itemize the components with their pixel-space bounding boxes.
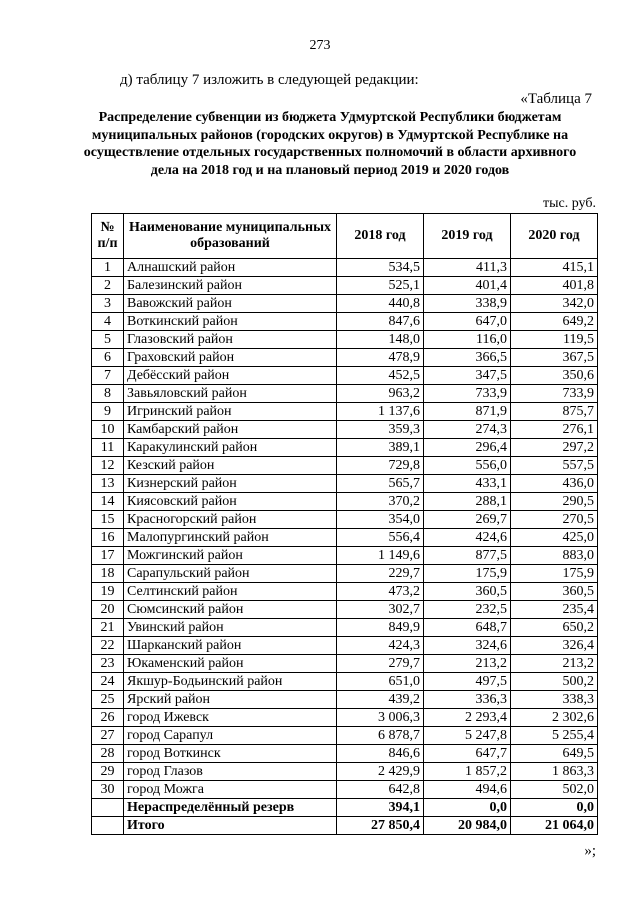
row-2018: 1 137,6 bbox=[337, 403, 424, 421]
header-num: № п/п bbox=[92, 214, 124, 259]
row-name: Глазовский район bbox=[124, 331, 337, 349]
header-name: Наименование муниципальных образований bbox=[124, 214, 337, 259]
row-2020: 502,0 bbox=[511, 781, 598, 799]
row-2018: 354,0 bbox=[337, 511, 424, 529]
row-2018: 439,2 bbox=[337, 691, 424, 709]
row-2018: 148,0 bbox=[337, 331, 424, 349]
row-2018: 424,3 bbox=[337, 637, 424, 655]
row-num: 27 bbox=[92, 727, 124, 745]
row-2018: 452,5 bbox=[337, 367, 424, 385]
table-row bbox=[92, 511, 598, 529]
row-2019: 733,9 bbox=[424, 385, 511, 403]
subvention-table bbox=[91, 213, 598, 835]
table-row bbox=[92, 439, 598, 457]
row-num: 1 bbox=[92, 259, 124, 277]
row-num: 17 bbox=[92, 547, 124, 565]
row-2020: 557,5 bbox=[511, 457, 598, 475]
row-2019: 494,6 bbox=[424, 781, 511, 799]
row-num: 29 bbox=[92, 763, 124, 781]
total-name: Итого bbox=[124, 817, 337, 835]
row-name: город Сарапул bbox=[124, 727, 337, 745]
row-num: 7 bbox=[92, 367, 124, 385]
row-2019: 274,3 bbox=[424, 421, 511, 439]
row-2020: 5 255,4 bbox=[511, 727, 598, 745]
row-2018: 3 006,3 bbox=[337, 709, 424, 727]
row-2020: 2 302,6 bbox=[511, 709, 598, 727]
row-2020: 649,5 bbox=[511, 745, 598, 763]
row-name: Игринский район bbox=[124, 403, 337, 421]
row-2020: 326,4 bbox=[511, 637, 598, 655]
row-2020: 425,0 bbox=[511, 529, 598, 547]
row-2020: 175,9 bbox=[511, 565, 598, 583]
row-2019: 871,9 bbox=[424, 403, 511, 421]
total-row bbox=[92, 817, 598, 835]
row-num: 26 bbox=[92, 709, 124, 727]
row-2020: 650,2 bbox=[511, 619, 598, 637]
table-row bbox=[92, 457, 598, 475]
table-row bbox=[92, 493, 598, 511]
row-2019: 338,9 bbox=[424, 295, 511, 313]
row-2018: 729,8 bbox=[337, 457, 424, 475]
row-2018: 229,7 bbox=[337, 565, 424, 583]
row-name: Увинский район bbox=[124, 619, 337, 637]
units-label: тыс. руб. bbox=[543, 196, 596, 211]
row-2020: 290,5 bbox=[511, 493, 598, 511]
table-reference: «Таблица 7 bbox=[520, 91, 592, 107]
row-2019: 401,4 bbox=[424, 277, 511, 295]
row-num: 12 bbox=[92, 457, 124, 475]
total-2018: 27 850,4 bbox=[337, 817, 424, 835]
row-num: 14 bbox=[92, 493, 124, 511]
row-2020: 1 863,3 bbox=[511, 763, 598, 781]
reserve-2018: 394,1 bbox=[337, 799, 424, 817]
row-num: 28 bbox=[92, 745, 124, 763]
table-row bbox=[92, 673, 598, 691]
row-2018: 440,8 bbox=[337, 295, 424, 313]
row-num: 3 bbox=[92, 295, 124, 313]
table-row bbox=[92, 637, 598, 655]
row-name: Балезинский район bbox=[124, 277, 337, 295]
row-2018: 525,1 bbox=[337, 277, 424, 295]
row-num: 23 bbox=[92, 655, 124, 673]
total-2020: 21 064,0 bbox=[511, 817, 598, 835]
row-name: Кизнерский район bbox=[124, 475, 337, 493]
row-2018: 279,7 bbox=[337, 655, 424, 673]
table-row bbox=[92, 601, 598, 619]
row-2020: 270,5 bbox=[511, 511, 598, 529]
table-row bbox=[92, 763, 598, 781]
table-row bbox=[92, 691, 598, 709]
row-2019: 433,1 bbox=[424, 475, 511, 493]
row-num: 8 bbox=[92, 385, 124, 403]
row-2019: 360,5 bbox=[424, 583, 511, 601]
table-row bbox=[92, 331, 598, 349]
row-name: Сарапульский район bbox=[124, 565, 337, 583]
row-num: 25 bbox=[92, 691, 124, 709]
row-2019: 2 293,4 bbox=[424, 709, 511, 727]
row-name: Селтинский район bbox=[124, 583, 337, 601]
intro-text: д) таблицу 7 изложить в следующей редакции: bbox=[120, 72, 419, 88]
row-name: Ярский район bbox=[124, 691, 337, 709]
table-row bbox=[92, 403, 598, 421]
row-2020: 733,9 bbox=[511, 385, 598, 403]
row-2020: 875,7 bbox=[511, 403, 598, 421]
row-2018: 6 878,7 bbox=[337, 727, 424, 745]
table-row bbox=[92, 745, 598, 763]
row-2020: 649,2 bbox=[511, 313, 598, 331]
table-row bbox=[92, 529, 598, 547]
row-2018: 534,5 bbox=[337, 259, 424, 277]
row-name: Малопургинский район bbox=[124, 529, 337, 547]
header-2018: 2018 год bbox=[337, 214, 424, 259]
row-num: 10 bbox=[92, 421, 124, 439]
row-2019: 5 247,8 bbox=[424, 727, 511, 745]
row-2019: 366,5 bbox=[424, 349, 511, 367]
row-2020: 338,3 bbox=[511, 691, 598, 709]
row-2019: 647,7 bbox=[424, 745, 511, 763]
row-num: 30 bbox=[92, 781, 124, 799]
row-2019: 175,9 bbox=[424, 565, 511, 583]
row-2019: 213,2 bbox=[424, 655, 511, 673]
row-num: 16 bbox=[92, 529, 124, 547]
row-2018: 302,7 bbox=[337, 601, 424, 619]
table-header-row bbox=[92, 214, 598, 259]
document-title: Распределение субвенции из бюджета Удмуртской Республики бюджетам муниципальных районов (городских округов) в Удмуртской Республике на осуществление отдельных государственных полномочий в области архивного дела на 2018 год и на плановый период 2019 и 2020 годов bbox=[83, 110, 577, 178]
reserve-row bbox=[92, 799, 598, 817]
row-name: Камбарский район bbox=[124, 421, 337, 439]
reserve-2019: 0,0 bbox=[424, 799, 511, 817]
row-2020: 401,8 bbox=[511, 277, 598, 295]
row-2020: 415,1 bbox=[511, 259, 598, 277]
table-row bbox=[92, 259, 598, 277]
table-row bbox=[92, 565, 598, 583]
table-row bbox=[92, 583, 598, 601]
row-name: Дебёсский район bbox=[124, 367, 337, 385]
row-2019: 497,5 bbox=[424, 673, 511, 691]
row-2018: 642,8 bbox=[337, 781, 424, 799]
row-2020: 436,0 bbox=[511, 475, 598, 493]
row-name: Алнашский район bbox=[124, 259, 337, 277]
row-name: город Можга bbox=[124, 781, 337, 799]
row-num: 13 bbox=[92, 475, 124, 493]
row-2018: 370,2 bbox=[337, 493, 424, 511]
row-2019: 269,7 bbox=[424, 511, 511, 529]
table-row bbox=[92, 421, 598, 439]
row-num: 19 bbox=[92, 583, 124, 601]
row-num: 4 bbox=[92, 313, 124, 331]
row-2018: 651,0 bbox=[337, 673, 424, 691]
row-2018: 359,3 bbox=[337, 421, 424, 439]
row-name: Воткинский район bbox=[124, 313, 337, 331]
row-2018: 846,6 bbox=[337, 745, 424, 763]
row-2018: 389,1 bbox=[337, 439, 424, 457]
row-name: Красногорский район bbox=[124, 511, 337, 529]
row-2020: 367,5 bbox=[511, 349, 598, 367]
row-2018: 2 429,9 bbox=[337, 763, 424, 781]
table-row bbox=[92, 295, 598, 313]
row-2018: 847,6 bbox=[337, 313, 424, 331]
header-2019: 2019 год bbox=[424, 214, 511, 259]
row-2020: 883,0 bbox=[511, 547, 598, 565]
row-2020: 360,5 bbox=[511, 583, 598, 601]
row-name: Завьяловский район bbox=[124, 385, 337, 403]
row-2019: 116,0 bbox=[424, 331, 511, 349]
row-2019: 411,3 bbox=[424, 259, 511, 277]
row-2018: 473,2 bbox=[337, 583, 424, 601]
row-2020: 350,6 bbox=[511, 367, 598, 385]
row-name: Киясовский район bbox=[124, 493, 337, 511]
row-2019: 296,4 bbox=[424, 439, 511, 457]
row-2018: 478,9 bbox=[337, 349, 424, 367]
row-num: 5 bbox=[92, 331, 124, 349]
row-name: Каракулинский район bbox=[124, 439, 337, 457]
row-2019: 232,5 bbox=[424, 601, 511, 619]
table-row bbox=[92, 475, 598, 493]
row-name: Можгинский район bbox=[124, 547, 337, 565]
row-num: 15 bbox=[92, 511, 124, 529]
row-num: 11 bbox=[92, 439, 124, 457]
row-name: Якшур-Бодьинский район bbox=[124, 673, 337, 691]
row-2020: 213,2 bbox=[511, 655, 598, 673]
row-2019: 324,6 bbox=[424, 637, 511, 655]
table-row bbox=[92, 313, 598, 331]
reserve-name: Нераспределённый резерв bbox=[124, 799, 337, 817]
row-2019: 648,7 bbox=[424, 619, 511, 637]
row-name: город Глазов bbox=[124, 763, 337, 781]
table-row bbox=[92, 367, 598, 385]
row-2020: 500,2 bbox=[511, 673, 598, 691]
row-num: 6 bbox=[92, 349, 124, 367]
row-2018: 849,9 bbox=[337, 619, 424, 637]
total-2019: 20 984,0 bbox=[424, 817, 511, 835]
row-2020: 297,2 bbox=[511, 439, 598, 457]
row-2018: 963,2 bbox=[337, 385, 424, 403]
row-2019: 877,5 bbox=[424, 547, 511, 565]
reserve-num bbox=[92, 799, 124, 817]
row-num: 20 bbox=[92, 601, 124, 619]
row-num: 2 bbox=[92, 277, 124, 295]
row-2018: 1 149,6 bbox=[337, 547, 424, 565]
row-num: 21 bbox=[92, 619, 124, 637]
row-name: Вавожский район bbox=[124, 295, 337, 313]
table-row bbox=[92, 727, 598, 745]
row-2018: 556,4 bbox=[337, 529, 424, 547]
row-name: Шарканский район bbox=[124, 637, 337, 655]
row-name: Юкаменский район bbox=[124, 655, 337, 673]
row-2019: 556,0 bbox=[424, 457, 511, 475]
table-row bbox=[92, 277, 598, 295]
row-2019: 288,1 bbox=[424, 493, 511, 511]
row-2019: 1 857,2 bbox=[424, 763, 511, 781]
table-row bbox=[92, 781, 598, 799]
row-2019: 424,6 bbox=[424, 529, 511, 547]
header-2020: 2020 год bbox=[511, 214, 598, 259]
row-2018: 565,7 bbox=[337, 475, 424, 493]
row-num: 24 bbox=[92, 673, 124, 691]
row-num: 9 bbox=[92, 403, 124, 421]
table-row bbox=[92, 349, 598, 367]
row-2020: 235,4 bbox=[511, 601, 598, 619]
row-2020: 342,0 bbox=[511, 295, 598, 313]
table-row bbox=[92, 655, 598, 673]
table-row bbox=[92, 619, 598, 637]
row-name: Граховский район bbox=[124, 349, 337, 367]
table-row bbox=[92, 385, 598, 403]
table-row bbox=[92, 547, 598, 565]
row-2020: 119,5 bbox=[511, 331, 598, 349]
row-2019: 336,3 bbox=[424, 691, 511, 709]
row-2020: 276,1 bbox=[511, 421, 598, 439]
row-name: город Воткинск bbox=[124, 745, 337, 763]
total-num bbox=[92, 817, 124, 835]
row-num: 18 bbox=[92, 565, 124, 583]
row-num: 22 bbox=[92, 637, 124, 655]
table-row bbox=[92, 709, 598, 727]
row-2019: 647,0 bbox=[424, 313, 511, 331]
closing-quote: »; bbox=[584, 843, 596, 859]
row-2019: 347,5 bbox=[424, 367, 511, 385]
table-body bbox=[92, 259, 598, 799]
row-name: Кезский район bbox=[124, 457, 337, 475]
row-name: Сюмсинский район bbox=[124, 601, 337, 619]
row-name: город Ижевск bbox=[124, 709, 337, 727]
reserve-2020: 0,0 bbox=[511, 799, 598, 817]
page-number: 273 bbox=[309, 38, 331, 53]
